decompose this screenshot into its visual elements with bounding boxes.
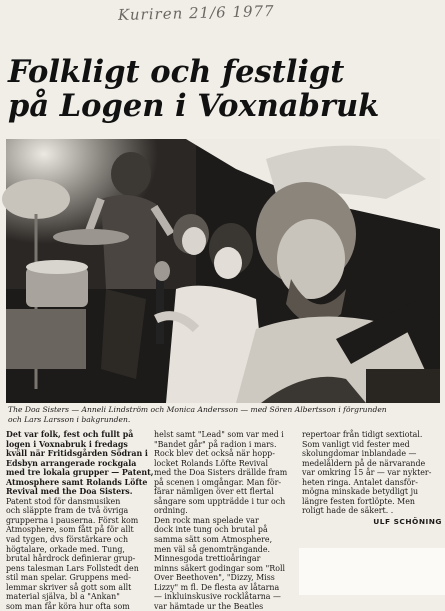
article-line: repertoar från tidigt sextiotal. [302, 430, 423, 439]
article-line: var hämtade ur the Beatles [154, 601, 264, 611]
article-line: minns säkert godingar som "Roll [154, 563, 286, 573]
headline-line-2: på Logen i Voxnabruk [8, 88, 380, 124]
article-line: Lizzy" m fl. De flesta av låtarna [154, 582, 280, 592]
blank-paper-patch [299, 548, 445, 595]
article-line: Som vanligt vid fester med [302, 439, 410, 449]
article-line: lemmar skriver så gott som allt [6, 582, 132, 592]
concert-photo-illustration [6, 139, 440, 403]
article-line: stil man spelar. Gruppens med- [6, 573, 131, 583]
article-line: Atmosphere samt Rolands Löfte [6, 477, 148, 487]
article-line: Det var folk, fest och fullt på [6, 430, 134, 439]
article-line: Atmosphere, som fått på för allt [6, 525, 134, 535]
caption-line-1: The Doa Sisters — Anneli Lindström och Monica Andersson — med Sören Albertsson i förgrunden [8, 405, 387, 414]
article-line: mögna minskade betydligt ju [302, 487, 419, 497]
handwritten-date-note: Kuriren 21/6 1977 [117, 1, 275, 25]
caption-line-2: och Lars Larsson i bakgrunden. [8, 414, 131, 424]
article-line: färar nämligen över ett flertal [154, 487, 274, 497]
article-line: Minnesgoda trettioåringar [154, 554, 261, 564]
article-line: på scenen i omgångar. Man för- [154, 477, 282, 487]
article-line: Edsbyn arrangerade rockgala [6, 458, 137, 468]
article-line: med tre lokala grupper — Patent, [6, 468, 154, 478]
article-line: ordning. [154, 506, 188, 516]
article-line: dock inte tung och brutal på [154, 525, 268, 535]
article-line: helst samt "Lead" som var med i [154, 430, 284, 439]
article-line: logen i Voxnabruk i fredags [6, 439, 128, 449]
article-line: — inkluinskusive rocklåtarna — [154, 592, 281, 602]
article-line: men väl så genomträngande. [154, 544, 271, 554]
article-line: kväll när Fritidsgården Södran i [6, 449, 148, 459]
article-line: material själva, bl a "Ankan" [6, 592, 120, 602]
article-line: locket Rolands Löfte Revival [154, 458, 268, 468]
article-line: sångare som uppträdde i tur och [154, 496, 286, 506]
article-column-1 [6, 430, 154, 611]
article-line: medelåldern på de närvarande [302, 458, 426, 468]
byline: ULF SCHÖNING [373, 516, 442, 526]
article-line: "Bandet går" på radion i mars. [154, 439, 277, 449]
article-line: skolungdomar inblandade — [302, 449, 417, 459]
article-line: längre festen fortlöpte. Men [302, 496, 416, 506]
concert-photo [6, 139, 440, 403]
headline-line-1: Folkligt och festligt [8, 54, 345, 90]
article-line: högtalare, orkade med. Tung, [6, 544, 125, 554]
article-line: Over Beethoven", "Dizzy, Miss [154, 573, 275, 583]
article-line: pens talesman Lars Follstedt den [6, 563, 139, 573]
article-line: var omkring 15 år — var nykter- [302, 468, 432, 478]
article-line: vad tygen, dvs förstärkare och [6, 535, 129, 545]
article-line: Patent stod för dansmusiken [6, 496, 121, 506]
article-line: Den rock man spelade var [154, 515, 259, 525]
article-line: samma sätt som Atmosphere, [154, 535, 273, 545]
photo-caption [8, 405, 440, 424]
article-line: och släppte fram de två övriga [6, 506, 129, 516]
article-column-2 [154, 430, 294, 611]
article-line: med the Doa Sisters drällde fram [154, 468, 288, 478]
article-line: Revival med the Doa Sisters. [6, 487, 133, 497]
article-line: grupperna i pauserna. Först kom [6, 515, 139, 525]
article-line: heten ringa. Antalet dansför- [302, 477, 418, 487]
article-line: brutal hårdrock definierar grup- [6, 554, 136, 564]
article-line: Rock blev det också när hopp- [154, 449, 275, 459]
headline [8, 55, 438, 123]
article-line: roligt hade de säkert. . [302, 506, 394, 516]
article-line: som man får köra hur ofta som [6, 601, 130, 611]
